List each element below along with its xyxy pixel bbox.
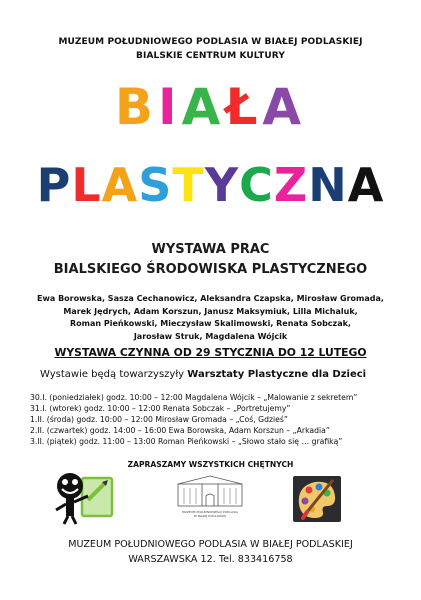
- workshops-intro-text: Wystawie będą towarzyszyły: [40, 369, 188, 380]
- museum-logo-caption-2: W BIAŁEJ PODLASKIEJ: [193, 514, 227, 518]
- workshops-list: [30, 392, 357, 447]
- big-title-line-2: [0, 158, 421, 212]
- biala-letter: I: [158, 78, 182, 136]
- plastyczna-letter: S: [138, 158, 173, 212]
- plastyczna-letter: A: [101, 158, 139, 212]
- artists-list: [20, 293, 401, 343]
- plastyczna-letter: Z: [273, 158, 309, 212]
- artists-line: Roman Pieńkowski, Mieczysław Skalimowski, Renata Sobczak,: [70, 319, 351, 329]
- paint-palette-brush-icon: [293, 476, 341, 522]
- biala-letter: A: [262, 78, 307, 136]
- artists-line: Marek Jędrych, Adam Korszun, Janusz Maksymiuk, Lilla Michaluk,: [63, 306, 358, 316]
- header-line-1: MUZEUM POŁUDNIOWEGO PODLASIA W BIAŁEJ PODLASKIEJ: [58, 37, 363, 47]
- exhibition-dates: WYSTAWA CZYNNA OD 29 STYCZNIA DO 12 LUTEGO: [54, 346, 367, 359]
- exhibition-title: WYSTAWA PRAC: [151, 242, 270, 257]
- plastyczna-letter: N: [308, 158, 348, 212]
- museum-building-logo: [172, 474, 248, 520]
- plastyczna-letter: A: [347, 158, 385, 212]
- footer-line-2: WARSZAWSKA 12. Tel. 833416758: [128, 554, 293, 565]
- biala-letter: Ł: [225, 78, 263, 136]
- workshop-item: 31.I. (wtorek) godz. 10:00 – 12:00 Renata Sobczak – „Portretujemy”: [30, 404, 291, 413]
- plastyczna-letter: T: [172, 158, 205, 212]
- header-line-2: BIALSKIE CENTRUM KULTURY: [136, 51, 285, 61]
- biala-letter: B: [114, 78, 158, 136]
- plastyczna-letter: C: [239, 158, 274, 212]
- workshops-intro: [40, 369, 366, 380]
- biala-letter: A: [181, 78, 226, 136]
- workshop-item: 3.II. (piątek) godz. 11:00 – 13:00 Roman Pieńkowski – „Słowo stało się … grafiką”: [30, 437, 343, 446]
- smiling-pencil-character-icon: [52, 470, 116, 526]
- plastyczna-letter: Y: [204, 158, 240, 212]
- artists-line: Ewa Borowska, Sasza Cechanowicz, Aleksandra Czapska, Mirosław Gromada,: [37, 294, 384, 303]
- artists-line: Jarosław Struk, Magdalena Wójcik: [133, 331, 288, 341]
- big-title-line-1: [0, 78, 421, 136]
- workshop-item: 2.II. (czwartek) godz. 14:00 – 16:00 Ewa Borowska, Adam Korszun – „Arkadia”: [30, 426, 330, 435]
- plastyczna-letter: L: [71, 158, 102, 212]
- workshop-item: 1.II. (środa) godz. 10:00 – 12:00 Mirosław Gromada – „Coś, Gdzieś”: [30, 415, 288, 424]
- invitation-text: ZAPRASZAMY WSZYSTKICH CHĘTNYCH: [127, 460, 294, 469]
- exhibition-subtitle: BIALSKIEGO ŚRODOWISKA PLASTYCZNEGO: [53, 262, 368, 277]
- museum-logo-caption: MUZEUM POŁUDNIOWEGO PODLASIA: [182, 510, 238, 514]
- workshops-intro-bold: Warsztaty Plastyczne dla Dzieci: [187, 369, 367, 380]
- footer-line-1: MUZEUM POŁUDNIOWEGO PODLASIA W BIAŁEJ PODLASKIEJ: [68, 539, 353, 550]
- workshop-item: 30.I. (poniedziałek) godz. 10:00 – 12:00 Magdalena Wójcik – „Malowanie z sekretem”: [30, 393, 358, 402]
- plastyczna-letter: P: [36, 158, 72, 212]
